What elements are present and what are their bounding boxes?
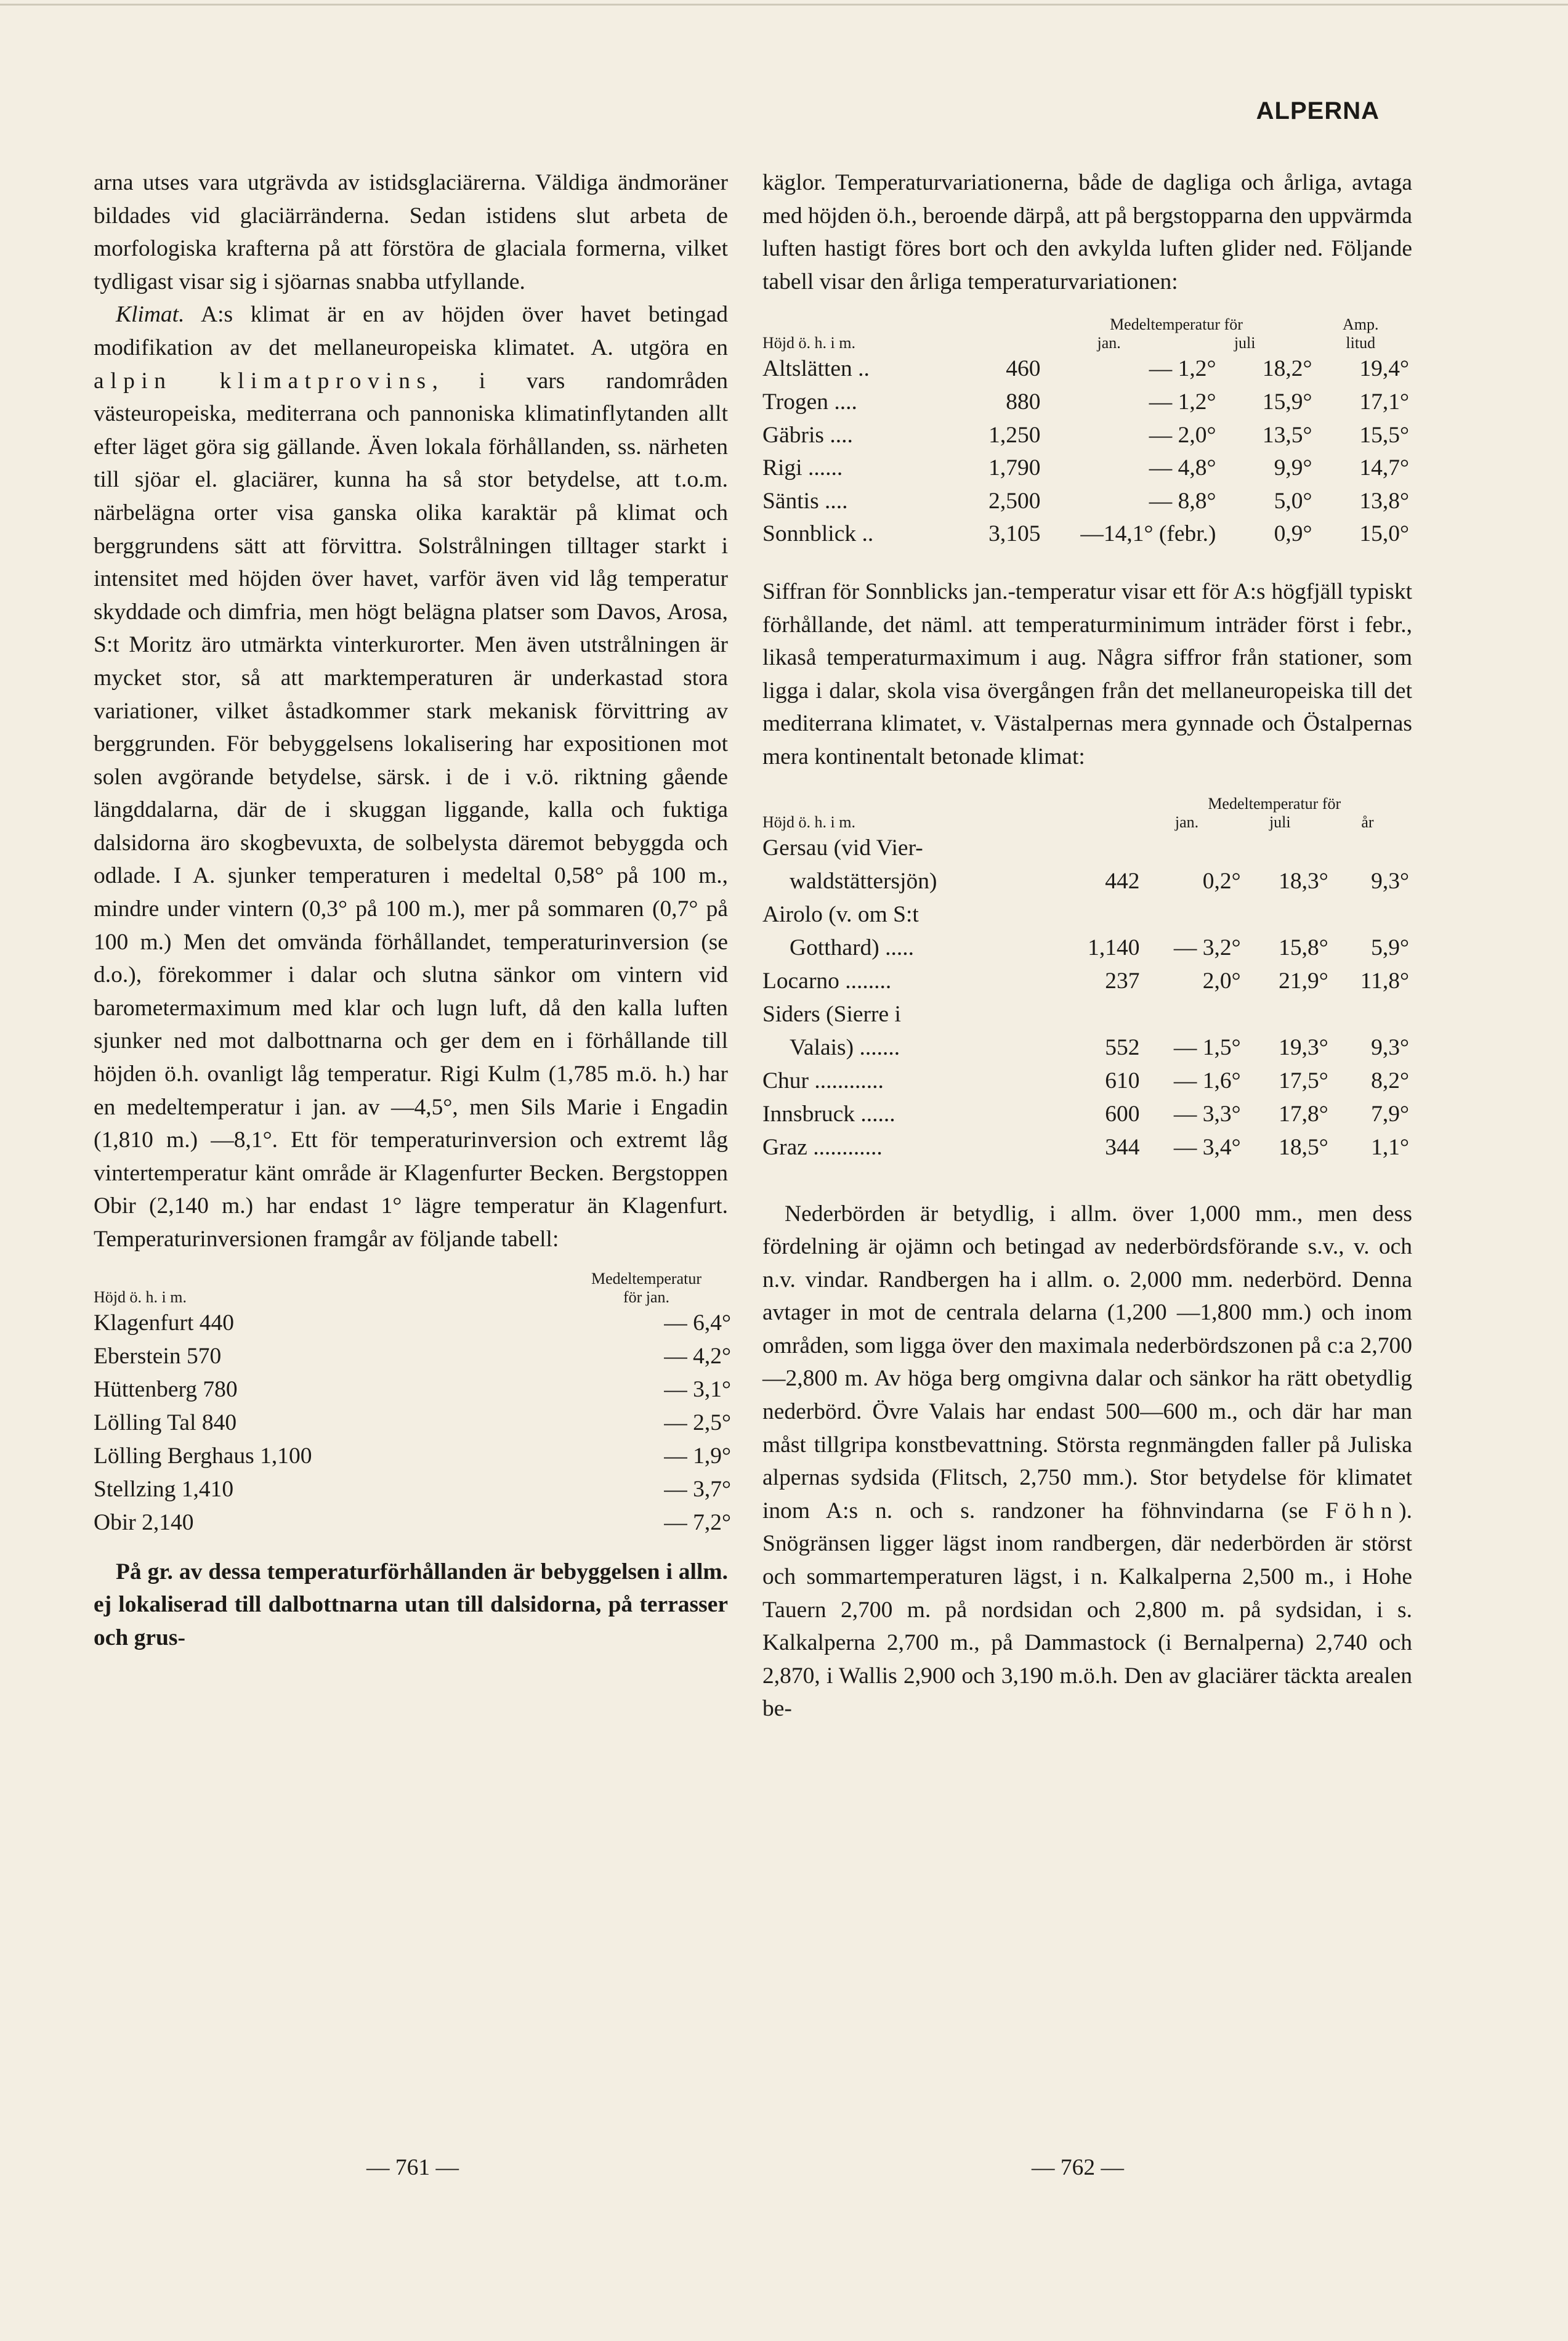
temperature-variation-table: [762, 315, 1409, 551]
left-paragraph-2: [94, 298, 728, 1256]
inversion-table: [94, 1270, 731, 1540]
table-row: Graz ............ 344 — 3,4° 18,5° 1,1°: [762, 1134, 1409, 1160]
top-rule: [0, 4, 1568, 6]
table-row: Klagenfurt 440 — 6,4°: [94, 1310, 731, 1336]
left-column: [94, 166, 731, 1654]
inversion-table-head-right: Medeltemperatur för jan.: [591, 1269, 702, 1306]
table-row: Säntis .... 2,500 — 8,8° 5,0° 13,8°: [762, 488, 1409, 514]
page-number-left: — 761 —: [366, 2155, 459, 2180]
spaced-term: alpin klimatprovins: [94, 368, 432, 394]
right-paragraph-3: Nederbörden är betydlig, i allm. över 1,000 mm., men dess fördelning är ojämn och betingad av nederbördsförande s.v., v. och n.v. vindar. Randbergen ha i allm. o. 2,000 mm. nederbörd. Denna avtager in mot de centrala delarna (1,200 —1,800 mm.) och inom områden, som ligga över den maximala nederbördszonen på c:a 2,700—2,800 m. Av höga berg omgivna dalar och sänkor ha rätt obetydlig nederbörd. Övre Valais har endast 500—600 m., och där har man måst tillgripa konstbevattning. Största regnmängden faller på Juliska alpernas sydsida (Flitsch, 2,750 mm.). Stor betydelse för klimatet inom A:s n. och s. randzoner ha föhnvindarna (se Föhn). Snögränsen ligger lägst inom randbergen, där nederbörden är störst och sommartemperaturen lägst, i n. Kalkalperna 2,500 m., i Hohe Tauern 2,700 m. på nordsidan och 2,800 m. på sydsidan, i s. Kalkalperna 2,700 m., på Dammastock (i Bernalperna) 2,740 och 2,870, i Wallis 2,900 och 3,190 m.ö.h. Den av glaciärer täckta arealen be-: [762, 1201, 1412, 1722]
t2-head-mean: Medeltemperatur för jan. juli: [1097, 315, 1256, 352]
table-row: Altslätten .. 460 — 1,2° 18,2° 19,4°: [762, 356, 1409, 382]
table-row: Gotthard) ..... 1,140 — 3,2° 15,8° 5,9°: [790, 935, 1409, 960]
left-paragraph-2b: , i vars randområden västeuropeiska, mediterrana och pannoniska klimatinflytanden allt efter läget göra sig gällande. Även lokala förhållanden, ss. närheten till sjöar el. glaciärer, kunna ha så stor betydelse, att t.o.m. närbelägna orter visa ganska olika karaktär på klimat och berggrundens sätt att förvittra. Solstrålningen tilltager starkt i intensitet med höjden över havet, varför även vid låg temperatur skyddade och dimfria, men högt belägna platser som Davos, Arosa, S:t Moritz äro utmärkta vinterkurorter. Men även utstrålningen är mycket stor, så att marktemperaturen är underkastad stora variationer, vilket åstadkommer stark mekanisk förvittring av berggrunden. För bebyggelsens lokalisering har expositionen mot solen avgörande betydelse, särsk. i de i v.ö. riktning gående längddalarna, där de i skuggan liggande, kalla och fuktiga dalsidorna äro skogbevuxta, de solbelysta däremot bebyggda och odlade. I A. sjunker temperaturen i medeltal 0,58° på 100 m., mindre under vintern (0,3° på 100 m.), mer på sommaren (0,7° på 100 m.) Men det omvända förhållandet, temperaturinversion (se d.o.), förekommer i dalar och slutna sänkor om vintern vid barometermaximum med klar och lugn luft, då den kalla luften sjunker ned mot dalbottnarna och ger dem en i förhållande till höjden ö.h. ovanligt låg temperatur. Rigi Kulm (1,785 m.ö. h.) har en medeltemperatur i jan. av —4,5°, men Sils Marie i Engadin (1,810 m.) —8,1°. Ett för temperaturinversion och extremt låg vintertemperatur känt område är Klagenfurter Becken. Bergstoppen Obir (2,140 m.) har endast 1° lägre temperatur än Klagenfurt. Temperaturinversionen framgår av följande tabell:: [94, 368, 728, 1252]
t3-head-height: Höjd ö. h. i m.: [762, 813, 855, 831]
t2-head-height: Höjd ö. h. i m.: [762, 334, 855, 352]
table-row: Siders (Sierre i: [762, 1001, 901, 1027]
climate-term: Klimat.: [116, 302, 185, 328]
table-row: Rigi ...... 1,790 — 4,8° 9,9° 14,7°: [762, 455, 1409, 481]
table-row: Valais) ....... 552 — 1,5° 19,3° 9,3°: [790, 1034, 1409, 1060]
table-row: Hüttenberg 780 — 3,1°: [94, 1376, 731, 1402]
left-paragraph-1: arna utses vara utgrävda av istidsglaciärerna. Väldiga ändmoräner bildades vid glaciärränderna. Sedan istidens slut arbeta de morfologiska krafterna på att förstöra de glaciala formerna, vilket tydligast visar sig i sjöarnas snabba utfyllande.: [94, 170, 728, 294]
left-paragraph-3: På gr. av dessa temperaturförhållanden är bebyggelsen i allm. ej lokaliserad till dalbottnarna utan till dalsidorna, på terrasser och grus-: [94, 1559, 728, 1650]
table-row: Lölling Tal 840 — 2,5°: [94, 1410, 731, 1435]
valley-stations-table: [762, 795, 1409, 1164]
table-row: Sonnblick .. 3,105 —14,1° (febr.) 0,9° 15,0°: [762, 521, 1409, 547]
table-row: Lölling Berghaus 1,100 — 1,9°: [94, 1443, 731, 1469]
left-paragraph-2a: A:s klimat är en av höjden över havet betingad modifikation av det mellaneuropeiska klimatet. A. utgöra en: [94, 302, 728, 360]
table-row: Obir 2,140 — 7,2°: [94, 1509, 731, 1535]
table-row: Locarno ........ 237 2,0° 21,9° 11,8°: [762, 968, 1409, 994]
table-row: Trogen .... 880 — 1,2° 15,9° 17,1°: [762, 389, 1409, 415]
table-row: Gersau (vid Vier-: [762, 835, 923, 861]
right-paragraph-1: käglor. Temperaturvariationerna, både de dagliga och årliga, avtaga med höjden ö.h., beroende därpå, att på bergstopparna den uppvärmda luften hastigt föres bort och den avkylda luften glider ned. Följande tabell visar den årliga temperaturvariationen:: [762, 170, 1412, 294]
table-row: Chur ............ 610 — 1,6° 17,5° 8,2°: [762, 1068, 1409, 1093]
table-row: waldstättersjön) 442 0,2° 18,3° 9,3°: [790, 868, 1409, 894]
right-paragraph-2: Siffran för Sonnblicks jan.-temperatur visar ett för A:s högfjäll typiskt förhållande, det näml. att temperaturminimum inträder först i febr., likaså temperaturmaximum i aug. Några siffror från stationer, som ligga i dalar, skola visa övergången från det mellaneuropeiska till det mediterrana klimatet, v. Västalpernas mera gynnade och Östalpernas mera kontinentalt betonade klimat:: [762, 578, 1412, 769]
running-header: ALPERNA: [1256, 97, 1380, 124]
table-row: Airolo (v. om S:t: [762, 901, 919, 927]
table-row: Eberstein 570 — 4,2°: [94, 1343, 731, 1369]
inversion-table-head-left: Höjd ö. h. i m.: [94, 1288, 187, 1306]
table-row: Gäbris .... 1,250 — 2,0° 13,5° 15,5°: [762, 422, 1409, 448]
t2-head-amp: Amp. litud: [1343, 315, 1379, 352]
page-number-right: — 762 —: [1032, 2155, 1124, 2180]
table-row: Innsbruck ...... 600 — 3,3° 17,8° 7,9°: [762, 1101, 1409, 1127]
right-column: [762, 166, 1412, 1726]
t3-head-mean: Medeltemperatur för jan. juli år: [1174, 794, 1374, 831]
spaced-term-fohn: Föhn: [1325, 1498, 1399, 1523]
table-row: Stellzing 1,410 — 3,7°: [94, 1476, 731, 1502]
